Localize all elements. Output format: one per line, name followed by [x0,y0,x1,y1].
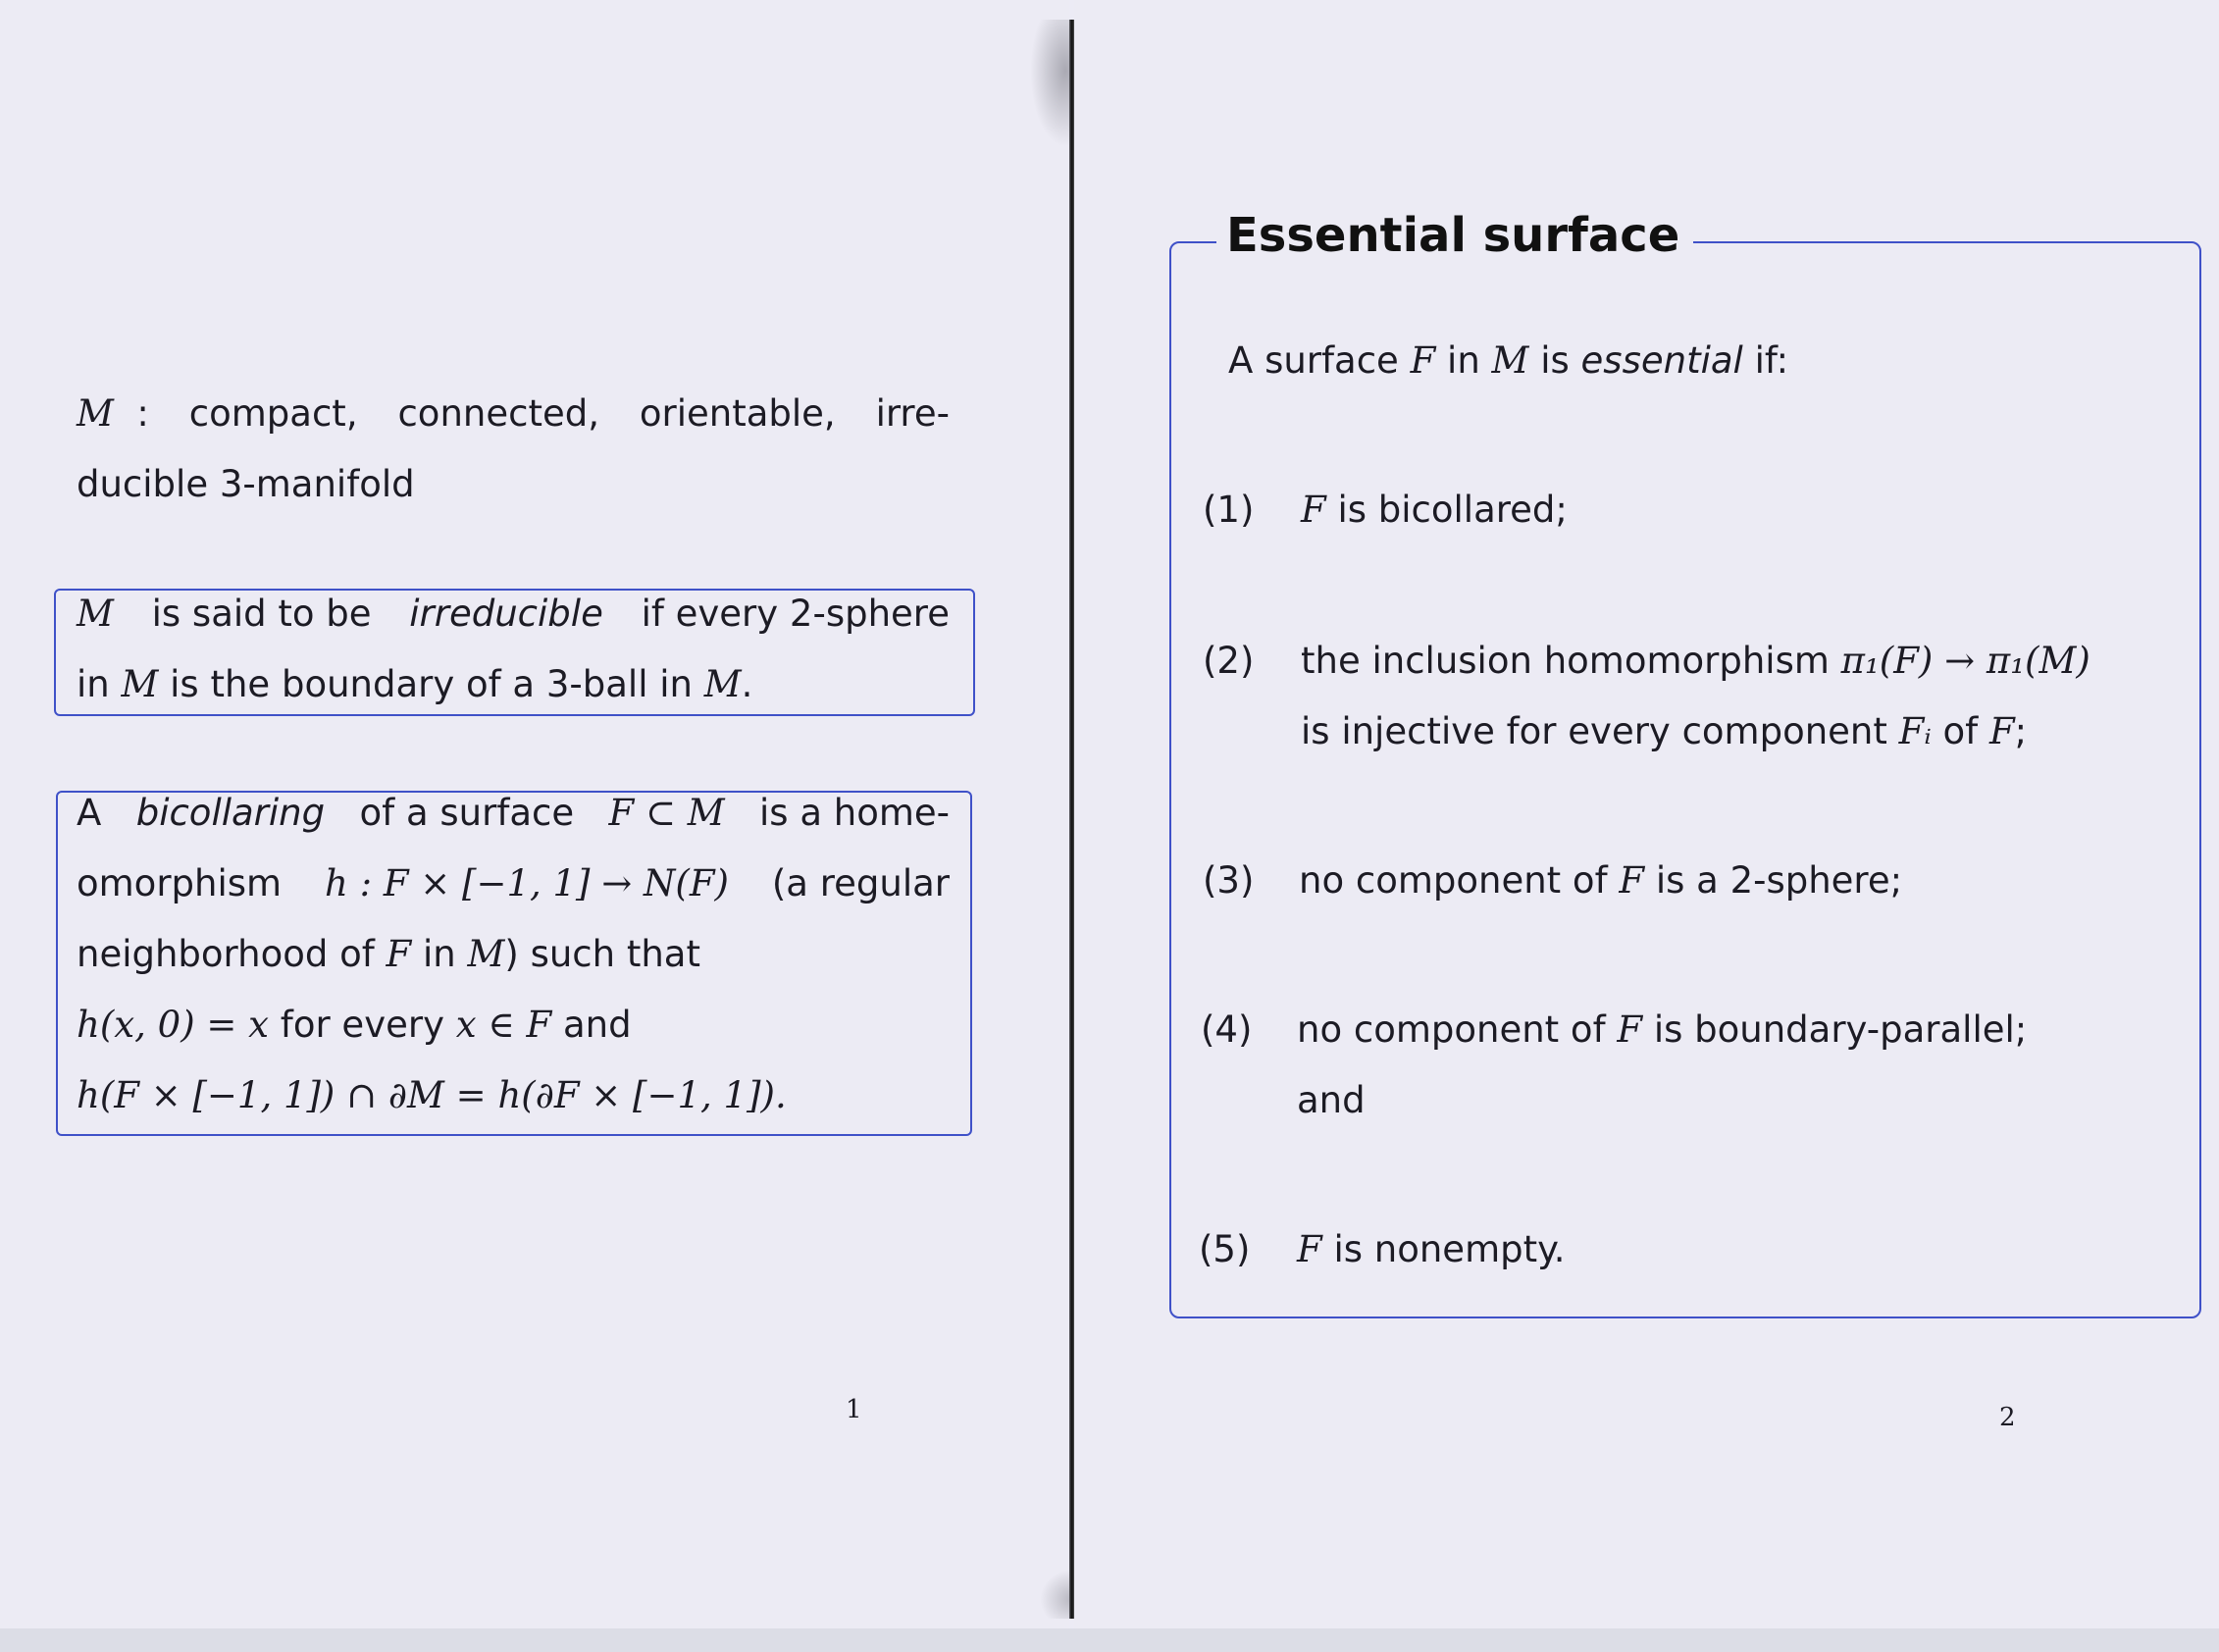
scan-smudge [1030,20,1074,147]
condition-number: (5) [1199,1228,1251,1270]
math-expression: π₁(F) → π₁(M) [1840,640,2090,682]
bicollaring-line-2 [77,849,950,919]
math-symbol: M [121,663,159,705]
text: in [422,933,456,975]
math-symbol: M [1491,339,1529,382]
math-expression: h(x, 0) = x [77,1004,270,1046]
condition-4-line-1 [1297,995,2027,1065]
math-symbol: F [1301,489,1326,531]
condition-1 [1301,475,1568,545]
condition-number: (2) [1203,640,1255,682]
condition-number: (4) [1201,1008,1253,1051]
condition-number: (3) [1203,859,1255,902]
text: A surface [1228,339,1399,382]
text: the inclusion homomorphism [1301,640,1830,682]
intro-line-1 [77,379,950,449]
math-expression: h : F × [−1, 1] → N(F) [325,862,729,904]
math-symbol: M [77,392,114,435]
text: neighborhood of [77,933,375,975]
text: A [77,792,102,834]
condition-2-line-2 [1301,697,2027,767]
bicollaring-line-5 [77,1060,787,1131]
text: is a 2-sphere; [1655,859,1903,902]
page-number: 2 [1999,1403,2016,1432]
text: is [1540,339,1570,382]
text: is said to be [151,593,372,635]
bicollaring-line-1 [77,778,950,849]
condition-4-line-2: and [1297,1079,1366,1121]
math-symbol: F [1617,1008,1643,1051]
text: if: [1754,339,1789,382]
defined-term: bicollaring [135,792,326,834]
condition-5 [1297,1214,1566,1285]
text: is nonempty. [1333,1228,1566,1270]
condition-3 [1299,846,1902,916]
word: orientable, [639,392,836,435]
word: irre- [875,392,950,435]
text: is bicollared; [1337,489,1568,531]
word: connected, [397,392,599,435]
defined-term: essential [1580,339,1743,382]
math-symbol: F [1410,339,1436,382]
math-symbol: M [703,663,742,705]
text: is boundary-parallel; [1653,1008,2028,1051]
math-symbol: Fᵢ [1898,710,1932,752]
text: is a home- [759,792,950,834]
math-symbol: F [1988,710,2015,752]
page-number: 1 [846,1395,862,1424]
condition-2-line-1 [1301,626,2090,697]
condition-number: (1) [1203,489,1255,531]
bicollaring-line-4 [77,990,632,1060]
text: of a surface [359,792,575,834]
text: is the boundary of a 3-ball in [170,663,693,705]
punctuation: ; [2014,710,2028,752]
text: of [1942,710,1979,752]
math-expression: F ⊂ M [608,792,725,834]
irreducible-line-2 [77,649,752,720]
text: omorphism [77,862,283,904]
text: (a regular [771,862,950,904]
essential-lead [1228,326,1788,396]
text: in [1447,339,1480,382]
punctuation: . [741,663,753,705]
text: ) such that [504,933,700,975]
defined-term: irreducible [409,593,603,635]
word: compact, [188,392,358,435]
text: in [77,663,110,705]
text: for every [280,1004,444,1046]
scan-edge [0,1628,2219,1652]
separator: : [136,392,149,435]
text: no component of [1299,859,1608,902]
math-expression: h(F × [−1, 1]) ∩ ∂M = h(∂F × [−1, 1]). [77,1074,787,1116]
text: and [562,1004,632,1046]
math-symbol: M [467,933,505,975]
left-page [0,0,1069,1652]
math-symbol: F [386,933,412,975]
math-expression: x ∈ F [455,1004,552,1046]
text: no component of [1297,1008,1606,1051]
math-symbol: F [1297,1228,1322,1270]
math-symbol: F [1619,859,1645,902]
math-symbol: M [77,593,114,635]
text: is injective for every component [1301,710,1887,752]
essential-surface-box [1169,241,2201,1318]
box-title: Essential surface [1216,201,1693,270]
text: if every 2-sphere [641,593,950,635]
intro-line-2: ducible 3-manifold [77,463,415,505]
irreducible-line-1 [77,579,950,649]
bicollaring-line-3 [77,919,700,990]
